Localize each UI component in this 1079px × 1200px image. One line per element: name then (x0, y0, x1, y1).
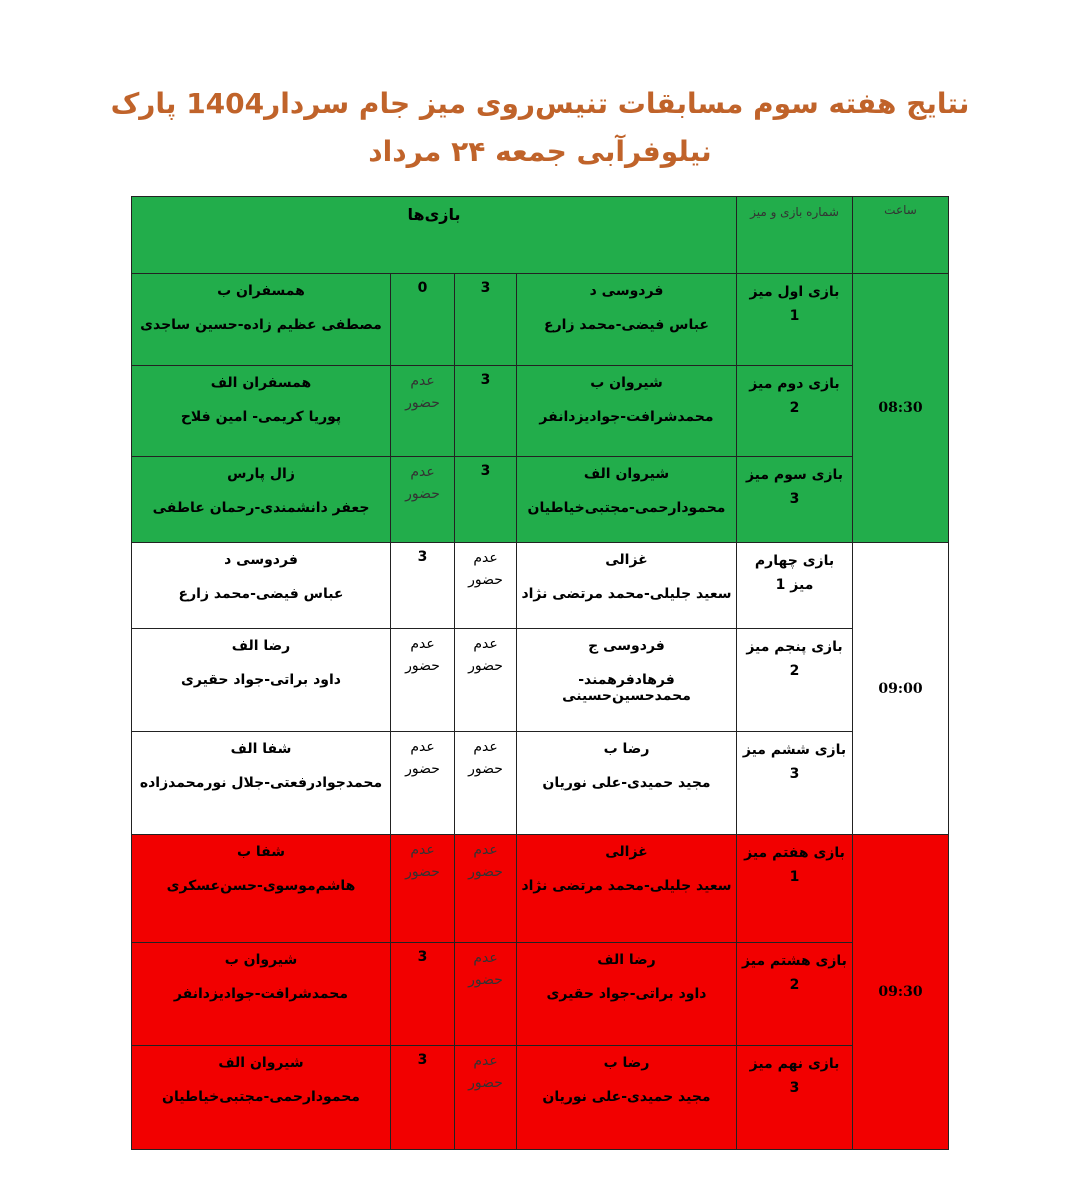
team-1-name: فردوسی ج (588, 638, 665, 654)
team-2-name: شفا ب (236, 844, 286, 860)
team-2-players: داود براتی-جواد حقیری (181, 672, 341, 688)
team-2-players: پوریا کریمی- امین فلاح (180, 409, 342, 425)
game-row (132, 732, 949, 835)
header-game-number: شماره بازی و میز (737, 197, 853, 274)
team-1-name: غزالی (605, 552, 648, 568)
title-line-2: نیلوفرآبی جمعه ۲۴ مرداد (368, 135, 712, 168)
game-number (737, 543, 853, 629)
score1-cell: 3 (455, 274, 517, 366)
team-1-players: سعید جلیلی-محمد مرتضی نژاد (521, 878, 732, 894)
team-1-players: داود براتی-جواد حقیری (546, 986, 707, 1002)
score2-cell: عدم حضور (391, 835, 455, 943)
score1-cell: عدم حضور (455, 629, 517, 732)
team-1-cell (517, 1046, 737, 1150)
team-1-name: رضا ب (603, 741, 650, 757)
game-row (132, 835, 949, 943)
game-row (132, 1046, 949, 1150)
game-number (737, 732, 853, 835)
game-number (737, 366, 853, 457)
game-row (132, 543, 949, 629)
game-label: بازی دوم میز (749, 376, 840, 392)
team-1-cell (517, 543, 737, 629)
team-1-cell (517, 366, 737, 457)
game-table: 3 (789, 766, 800, 782)
game-label: بازی چهارم (754, 553, 835, 569)
team-1-players: فرهادفرهمند-محمدحسین‌حسینی (562, 672, 691, 704)
team-2-name: شیروان ب (224, 952, 298, 968)
team-1-cell (517, 457, 737, 543)
game-table: 3 (789, 1080, 800, 1096)
page-title (100, 80, 980, 176)
score1-cell: عدم حضور (455, 1046, 517, 1150)
score1-cell: عدم حضور (455, 543, 517, 629)
team-2-name: همسفران ب (217, 283, 305, 299)
game-label: بازی پنجم میز (746, 639, 843, 655)
game-number (737, 274, 853, 366)
header-time: ساعت (853, 197, 949, 274)
score1-cell: عدم حضور (455, 835, 517, 943)
team-2-players: محمدشرافت-جوادیزدانفر (173, 986, 349, 1002)
team-1-cell (517, 732, 737, 835)
team-2-name: شیروان الف (218, 1055, 304, 1071)
team-1-cell (517, 943, 737, 1046)
game-label: بازی ششم میز (742, 742, 847, 758)
team-2-players: عباس فیضی-محمد زارع (178, 586, 344, 602)
game-table: میز 1 (775, 577, 814, 593)
game-row (132, 457, 949, 543)
team-1-cell (517, 629, 737, 732)
slot-time: 09:00 (853, 543, 949, 835)
score2-cell: 3 (391, 1046, 455, 1150)
team-2-cell (132, 732, 391, 835)
game-label: بازی هفتم میز (744, 845, 845, 861)
team-2-name: زال پارس (227, 466, 295, 482)
game-number (737, 1046, 853, 1150)
game-number (737, 835, 853, 943)
team-2-cell (132, 943, 391, 1046)
team-1-name: شیروان ب (590, 375, 663, 391)
results-table (131, 196, 949, 1150)
team-2-cell (132, 457, 391, 543)
slot-time: 08:30 (853, 274, 949, 543)
game-table: 2 (789, 400, 800, 416)
team-2-name: رضا الف (231, 638, 291, 654)
team-2-cell (132, 629, 391, 732)
team-2-cell (132, 1046, 391, 1150)
team-1-players: سعید جلیلی-محمد مرتضی نژاد (521, 586, 732, 602)
game-table: 2 (789, 663, 800, 679)
game-label: بازی نهم میز (749, 1056, 840, 1072)
score2-cell: 0 (391, 274, 455, 366)
team-2-cell (132, 543, 391, 629)
score1-cell: 3 (455, 366, 517, 457)
team-2-name: همسفران الف (210, 375, 312, 391)
team-2-players: مصطفی عظیم زاده-حسین ساجدی (140, 317, 382, 333)
team-1-name: شیروان الف (583, 466, 670, 482)
game-number (737, 629, 853, 732)
game-table: 3 (789, 491, 800, 507)
team-2-name: شفا الف (230, 741, 292, 757)
score1-cell: عدم حضور (455, 732, 517, 835)
team-1-players: محمدشرافت-جوادیزدانفر (539, 409, 714, 425)
score2-cell: عدم حضور (391, 366, 455, 457)
score2-cell: عدم حضور (391, 457, 455, 543)
score2-cell: 3 (391, 943, 455, 1046)
game-number (737, 943, 853, 1046)
team-1-cell (517, 274, 737, 366)
team-1-players: عباس فیضی-محمد زارع (544, 317, 709, 333)
game-label: بازی اول میز (749, 284, 840, 300)
game-number (737, 457, 853, 543)
team-1-name: فردوسی د (589, 283, 664, 299)
slot-time: 09:30 (853, 835, 949, 1150)
game-label: بازی سوم میز (745, 467, 844, 483)
game-table: 2 (789, 977, 800, 993)
team-2-cell (132, 274, 391, 366)
score2-cell: عدم حضور (391, 629, 455, 732)
team-2-players: هاشم‌موسوی-حسن‌عسکری (166, 878, 356, 894)
title-line-1: نتایج هفته سوم مسابقات تنیس‌روی میز جام سردار1404 پارک (110, 87, 970, 120)
header-games: بازی‌ها (132, 197, 737, 274)
team-2-players: محمدجوادرفعتی-جلال نورمحمدزاده (139, 775, 383, 791)
team-1-players: مجید حمیدی-علی نوریان (542, 775, 711, 791)
team-1-players: محمودارحمی-مجتبی‌خیاطیان (527, 500, 726, 516)
game-table: 1 (789, 308, 800, 324)
score2-cell: عدم حضور (391, 732, 455, 835)
game-row (132, 274, 949, 366)
score1-cell: 3 (455, 457, 517, 543)
team-2-players: جعفر دانشمندی-رحمان عاطفی (152, 500, 370, 516)
team-1-name: غزالی (605, 844, 648, 860)
header-row (132, 197, 949, 274)
team-1-name: رضا الف (597, 952, 656, 968)
score1-cell: عدم حضور (455, 943, 517, 1046)
team-1-players: مجید حمیدی-علی نوریان (542, 1089, 711, 1105)
game-label: بازی هشتم میز (742, 953, 847, 969)
score2-cell: 3 (391, 543, 455, 629)
team-2-cell (132, 835, 391, 943)
team-2-players: محمودارحمی-مجتبی‌خیاطیان (162, 1089, 360, 1105)
game-row (132, 366, 949, 457)
team-2-cell (132, 366, 391, 457)
game-row (132, 629, 949, 732)
game-row (132, 943, 949, 1046)
team-1-name: رضا ب (603, 1055, 650, 1071)
game-table: 1 (789, 869, 800, 885)
team-2-name: فردوسی د (224, 552, 298, 568)
team-1-cell (517, 835, 737, 943)
